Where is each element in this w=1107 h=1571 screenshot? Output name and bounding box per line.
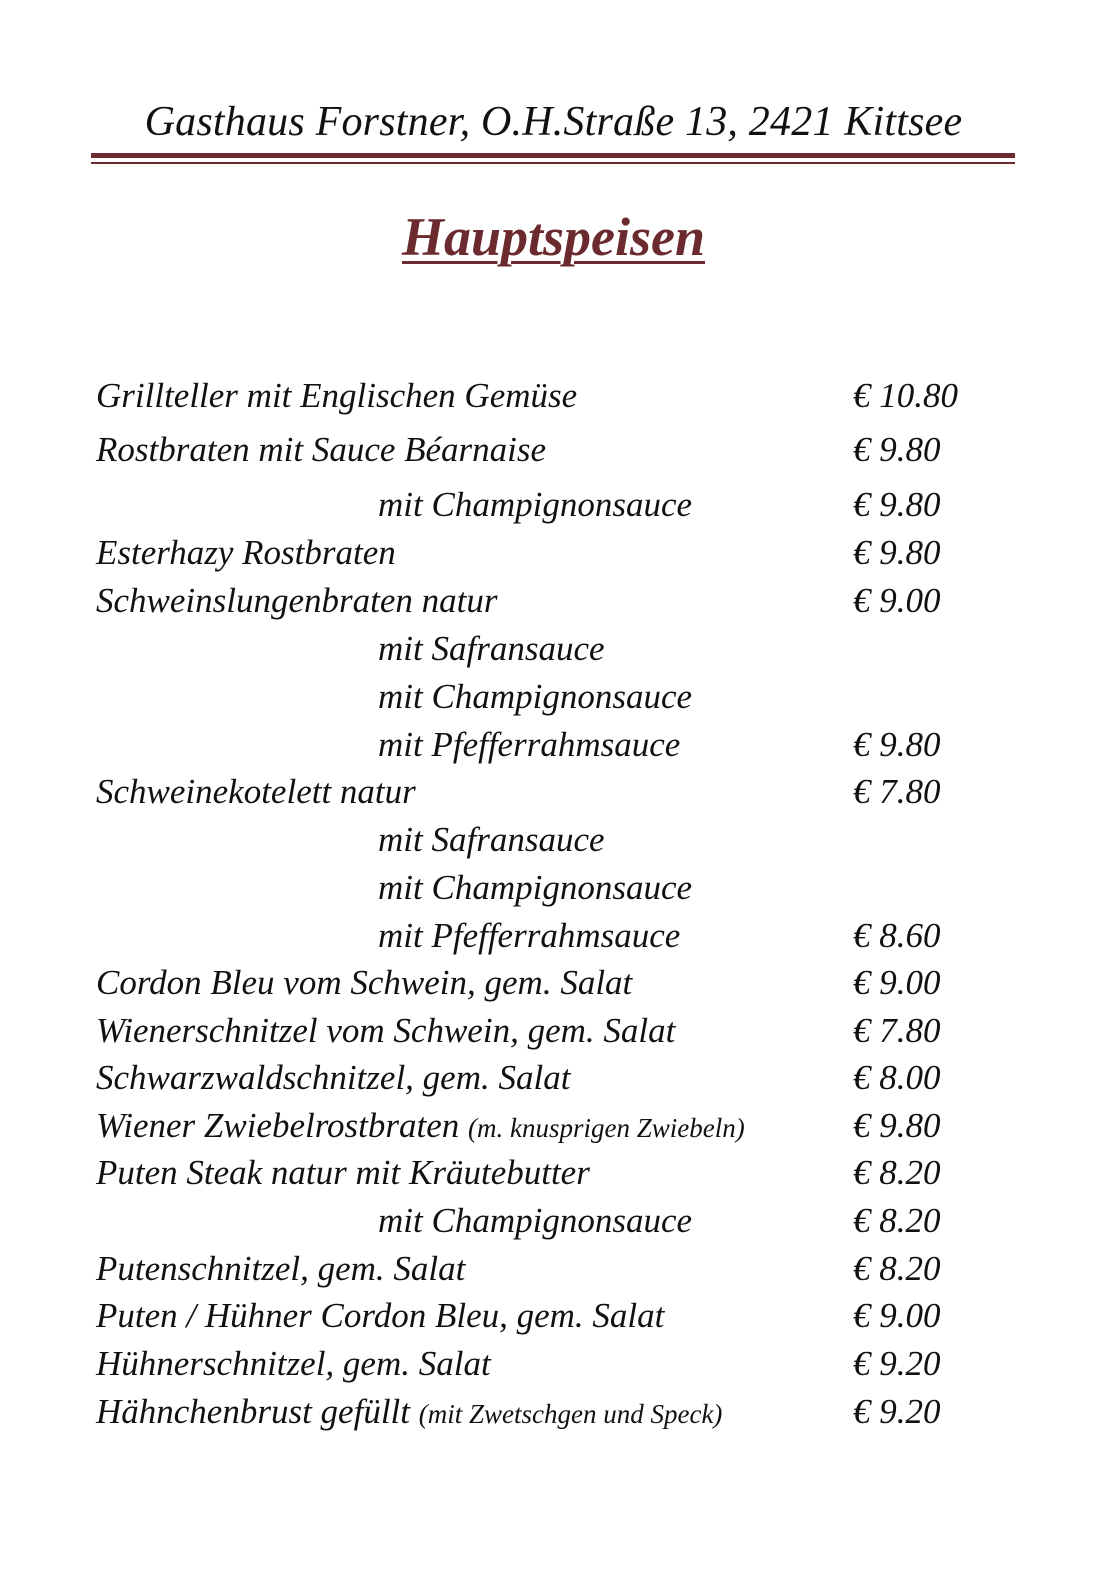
menu-item [0, 914, 1107, 958]
menu-item-name-text: mit Champignonsauce [378, 677, 693, 716]
menu-item-name-text: mit Champignonsauce [378, 868, 693, 907]
menu-item-name [378, 1199, 692, 1243]
menu-item-name [378, 675, 692, 719]
menu-item-name-text: Cordon Bleu vom Schwein, gem. Salat [96, 963, 633, 1002]
menu-item [0, 579, 1107, 623]
menu-item-price: € 10.80 [853, 376, 958, 415]
menu-item-price: € 9.20 [853, 1344, 941, 1383]
menu-item-name [96, 428, 546, 472]
menu-item-name-text: Schweinekotelett natur [96, 772, 416, 811]
menu-item-name-text: Wienerschnitzel vom Schwein, gem. Salat [96, 1011, 676, 1050]
menu-item-price: € 9.80 [853, 725, 941, 764]
menu-item-name-text: Schwarzwaldschnitzel, gem. Salat [96, 1058, 571, 1097]
menu-item-price: € 7.80 [853, 772, 941, 811]
menu-item-name-text: Schweinslungenbraten natur [96, 581, 498, 620]
restaurant-address-header: Gasthaus Forstner, O.H.Straße 13, 2421 Kittsee [144, 99, 963, 145]
menu-item-name-text: mit Champignonsauce [378, 485, 693, 524]
menu-item [0, 1390, 1107, 1434]
menu-item-name [378, 627, 605, 671]
menu-item-price: € 9.80 [853, 533, 941, 572]
menu-item [0, 1294, 1107, 1338]
menu-item [0, 531, 1107, 575]
menu-item-price: € 9.00 [853, 1296, 941, 1335]
menu-item [0, 1104, 1107, 1148]
menu-item-name [378, 914, 680, 958]
menu-item-note: (m. knusprigen Zwiebeln) [468, 1113, 745, 1143]
menu-item [0, 1151, 1107, 1195]
menu-item-name [96, 1390, 722, 1436]
menu-item-price: € 9.00 [853, 581, 941, 620]
menu-item-price: € 8.20 [853, 1201, 941, 1240]
menu-item-name-text: mit Safransauce [378, 629, 605, 668]
menu-item-name [96, 961, 632, 1005]
menu-item [0, 483, 1107, 527]
menu-item-name [378, 483, 692, 527]
menu-item [0, 428, 1107, 472]
menu-item-name [96, 579, 498, 623]
menu-item [0, 1056, 1107, 1100]
menu-item-price: € 8.60 [853, 916, 941, 955]
menu-item-price: € 9.80 [853, 1106, 941, 1145]
menu-item [0, 723, 1107, 767]
menu-item-name-text: Wiener Zwiebelrostbraten [96, 1106, 460, 1145]
menu-item-name [96, 1342, 491, 1386]
menu-item [0, 374, 1107, 418]
menu-item-name [96, 1294, 664, 1338]
menu-item [0, 627, 1107, 671]
menu-item-name-text: mit Safransauce [378, 820, 605, 859]
menu-item-name-text: Puten Steak natur mit Kräutebutter [96, 1153, 590, 1192]
menu-item [0, 866, 1107, 910]
menu-item-price: € 8.00 [853, 1058, 941, 1097]
menu-item-name [96, 374, 577, 418]
menu-item [0, 675, 1107, 719]
section-title-text: Hauptspeisen [401, 207, 706, 267]
menu-item-name-text: Hühnerschnitzel, gem. Salat [96, 1344, 491, 1383]
menu-item-price: € 9.00 [853, 963, 941, 1002]
menu-item-name [96, 1009, 675, 1053]
menu-item-name [96, 1247, 465, 1291]
menu-item [0, 770, 1107, 814]
menu-item-name-text: mit Pfefferrahmsauce [378, 916, 681, 955]
menu-item-name [378, 723, 680, 767]
menu-item-name-text: Hähnchenbrust gefüllt [96, 1392, 410, 1431]
menu-item-name [378, 818, 605, 862]
menu-item-name-text: mit Champignonsauce [378, 1201, 693, 1240]
menu-item [0, 961, 1107, 1005]
menu-item [0, 1009, 1107, 1053]
menu-item [0, 1247, 1107, 1291]
menu-item-name-text: Rostbraten mit Sauce Béarnaise [96, 430, 547, 469]
menu-item-name [96, 531, 396, 575]
menu-item-price: € 9.80 [853, 485, 941, 524]
menu-item-price: € 8.20 [853, 1153, 941, 1192]
menu-item-note: (mit Zwetschgen und Speck) [418, 1399, 723, 1429]
menu-item-price: € 9.80 [853, 430, 941, 469]
menu-item-name [96, 770, 416, 814]
menu-item-name-text: Esterhazy Rostbraten [96, 533, 396, 572]
menu-item-name [378, 866, 692, 910]
menu-item-name-text: Putenschnitzel, gem. Salat [96, 1249, 466, 1288]
menu-item-name-text: Puten / Hühner Cordon Bleu, gem. Salat [96, 1296, 665, 1335]
menu-item-name [96, 1104, 745, 1150]
menu-item-name-text: mit Pfefferrahmsauce [378, 725, 681, 764]
menu-item [0, 1199, 1107, 1243]
menu-item-price: € 8.20 [853, 1249, 941, 1288]
menu-item [0, 818, 1107, 862]
menu-item [0, 1342, 1107, 1386]
menu-item-name [96, 1151, 590, 1195]
menu-item-name [96, 1056, 570, 1100]
menu-item-price: € 9.20 [853, 1392, 941, 1431]
menu-item-name-text: Grillteller mit Englischen Gemüse [96, 376, 578, 415]
menu-item-price: € 7.80 [853, 1011, 941, 1050]
